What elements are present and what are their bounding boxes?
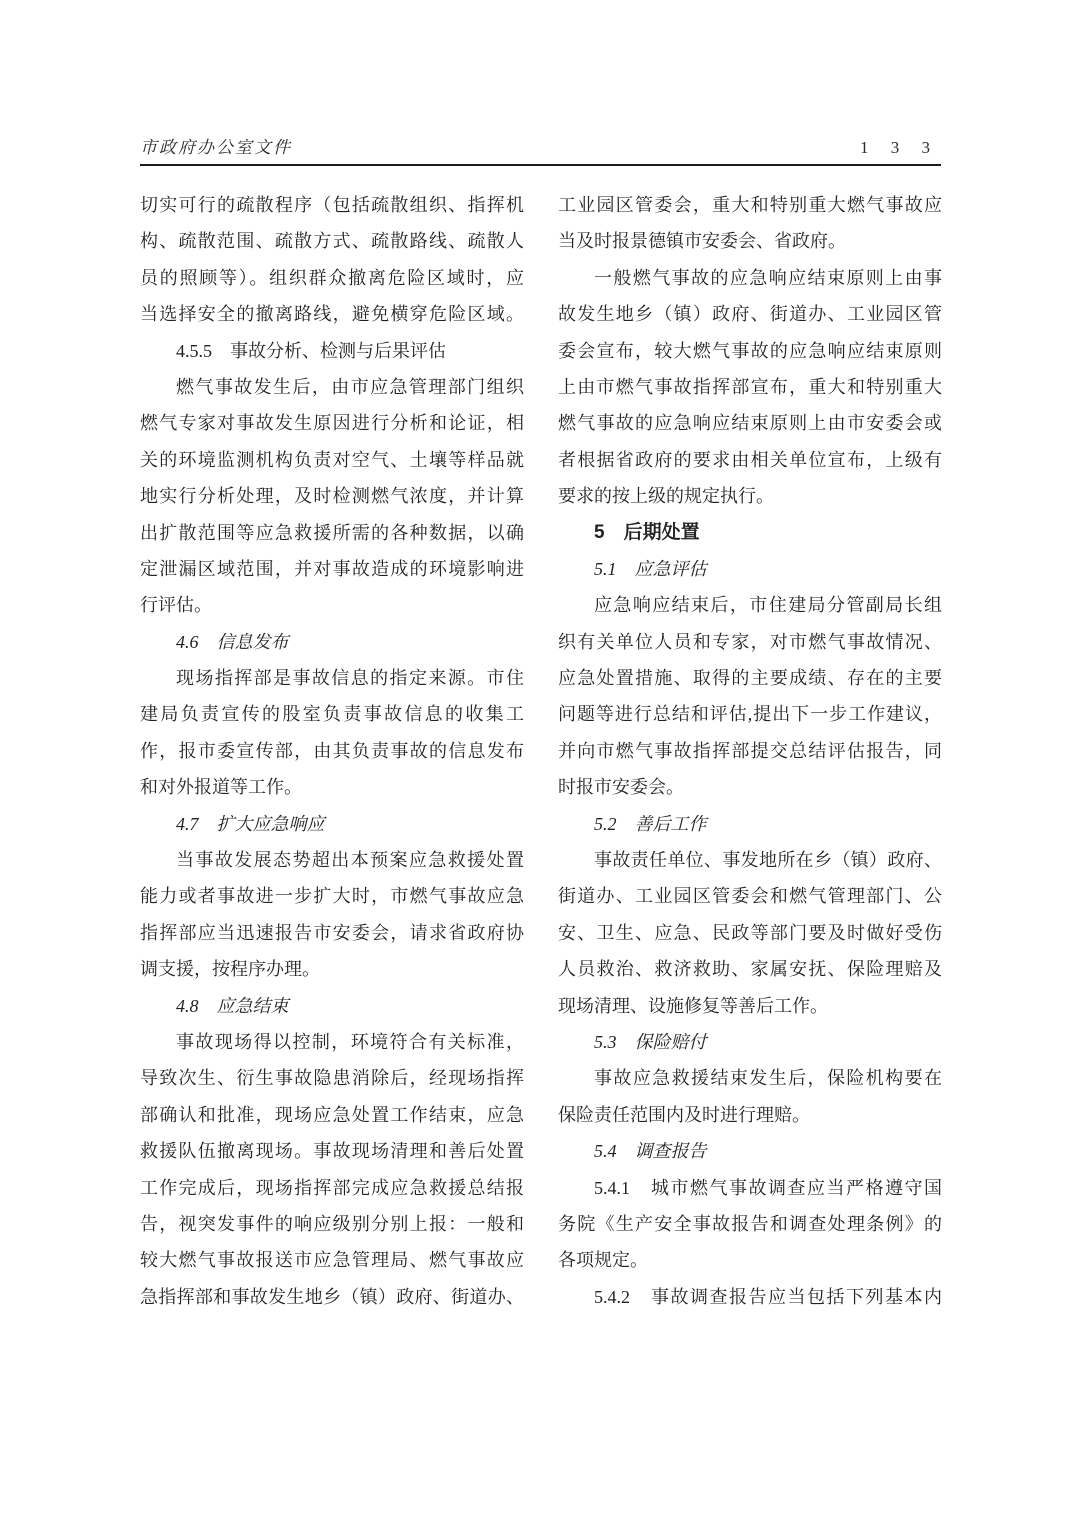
text-line: 者根据省政府的要求由相关单位宣布，上级有 bbox=[558, 449, 942, 470]
text-line: 工作完成后，现场指挥部完成应急救援总结报 bbox=[140, 1177, 524, 1198]
text-line: 工业园区管委会，重大和特别重大燃气事故应 bbox=[558, 195, 942, 215]
text-line: 现场清理、设施修复等善后工作。 bbox=[558, 995, 828, 1016]
text-line: 并向市燃气事故指挥部提交总结评估报告，同 bbox=[558, 740, 942, 761]
header-title: 市政府办公室文件 bbox=[140, 138, 292, 157]
text-line: 问题等进行总结和评估,提出下一步工作建议， bbox=[558, 704, 942, 725]
text-line: 事故责任单位、事发地所在乡（镇）政府、 bbox=[594, 850, 942, 871]
text-line: 各项规定。 bbox=[558, 1250, 648, 1271]
text-line: 故发生地乡（镇）政府、街道办、工业园区管 bbox=[558, 304, 942, 325]
text-line: 5.4.2 事故调查报告应当包括下列基本内 bbox=[594, 1286, 942, 1307]
text-line: 调支援，按程序办理。 bbox=[140, 959, 320, 980]
text-line: 员的照顾等）。组织群众撤离危险区域时，应 bbox=[140, 267, 524, 288]
section-heading: 5.2 善后工作 bbox=[594, 813, 707, 834]
text-line: 指挥部应当迅速报告市安委会，请求省政府协 bbox=[140, 922, 524, 943]
right-column bbox=[558, 187, 942, 1315]
section-heading: 5.1 应急评估 bbox=[594, 558, 707, 579]
text-line: 急指挥部和事故发生地乡（镇）政府、街道办、 bbox=[140, 1286, 524, 1307]
text-line: 部确认和批准，现场应急处置工作结束，应急 bbox=[140, 1104, 524, 1125]
text-line: 当选择安全的撤离路线，避免横穿危险区域。 bbox=[140, 304, 524, 325]
text-line: 5.4.1 城市燃气事故调查应当严格遵守国 bbox=[594, 1177, 942, 1198]
text-line: 燃气专家对事故发生原因进行分析和论证，相 bbox=[140, 413, 524, 434]
text-line: 上由市燃气事故指挥部宣布，重大和特别重大 bbox=[558, 376, 942, 397]
text-line: 事故应急救援结束发生后，保险机构要在 bbox=[594, 1068, 942, 1089]
text-line: 导致次生、衍生事故隐患消除后，经现场指挥 bbox=[140, 1068, 524, 1089]
text-line: 告，视突发事件的响应级别分别上报：一般和 bbox=[140, 1213, 524, 1234]
text-line: 能力或者事故进一步扩大时，市燃气事故应急 bbox=[140, 886, 524, 907]
text-line: 事故现场得以控制，环境符合有关标准， bbox=[176, 1031, 524, 1052]
text-line: 委会宣布，较大燃气事故的应急响应结束原则 bbox=[558, 340, 942, 361]
text-line: 较大燃气事故报送市应急管理局、燃气事故应 bbox=[140, 1250, 524, 1271]
document-body bbox=[140, 187, 942, 1315]
text-line: 当事故发展态势超出本预案应急救援处置 bbox=[176, 850, 524, 871]
section-heading: 4.6 信息发布 bbox=[176, 631, 289, 652]
text-line: 切实可行的疏散程序（包括疏散组织、指挥机 bbox=[140, 195, 524, 215]
text-line: 关的环境监测机构负责对空气、土壤等样品就 bbox=[140, 449, 524, 470]
text-line: 和对外报道等工作。 bbox=[140, 777, 302, 798]
text-line: 人员救治、救济救助、家属安抚、保险理赔及 bbox=[558, 959, 942, 980]
section-heading: 5.3 保险赔付 bbox=[594, 1031, 707, 1052]
section-heading: 4.7 扩大应急响应 bbox=[176, 813, 325, 834]
text-line: 应急响应结束后，市住建局分管副局长组 bbox=[594, 595, 942, 616]
text-line: 4.5.5 事故分析、检测与后果评估 bbox=[176, 340, 446, 361]
text-line: 保险责任范围内及时进行理赔。 bbox=[558, 1104, 810, 1125]
text-line: 建局负责宣传的股室负责事故信息的收集工 bbox=[140, 704, 524, 725]
section-heading: 4.8 应急结束 bbox=[176, 995, 289, 1016]
text-line: 当及时报景德镇市安委会、省政府。 bbox=[558, 231, 846, 252]
text-line: 作，报市委宣传部，由其负责事故的信息发布 bbox=[140, 740, 524, 761]
text-line: 织有关单位人员和专家，对市燃气事故情况、 bbox=[558, 631, 942, 652]
left-column bbox=[140, 187, 524, 1315]
text-line: 安、卫生、应急、民政等部门要及时做好受伤 bbox=[558, 922, 942, 943]
text-line: 街道办、工业园区管委会和燃气管理部门、公 bbox=[558, 886, 942, 907]
text-line: 出扩散范围等应急救援所需的各种数据，以确 bbox=[140, 522, 524, 543]
section-heading: 5.4 调查报告 bbox=[594, 1141, 707, 1162]
section-heading: 5 后期处置 bbox=[594, 521, 700, 543]
text-line: 应急处置措施、取得的主要成绩、存在的主要 bbox=[558, 668, 942, 689]
text-line: 构、疏散范围、疏散方式、疏散路线、疏散人 bbox=[140, 231, 524, 252]
text-line: 行评估。 bbox=[140, 595, 212, 616]
text-line: 现场指挥部是事故信息的指定来源。市住 bbox=[176, 668, 524, 689]
text-line: 时报市安委会。 bbox=[558, 777, 684, 798]
text-line: 一般燃气事故的应急响应结束原则上由事 bbox=[594, 267, 942, 288]
text-line: 燃气事故的应急响应结束原则上由市安委会或 bbox=[558, 413, 942, 434]
text-line: 救援队伍撤离现场。事故现场清理和善后处置 bbox=[140, 1141, 524, 1162]
text-line: 要求的按上级的规定执行。 bbox=[558, 486, 774, 507]
page-header bbox=[140, 128, 941, 166]
text-line: 定泄漏区域范围，并对事故造成的环境影响进 bbox=[140, 558, 524, 579]
page-number: 1 3 3 bbox=[860, 138, 939, 157]
text-line: 务院《生产安全事故报告和调查处理条例》的 bbox=[558, 1213, 942, 1234]
text-line: 地实行分析处理，及时检测燃气浓度，并计算 bbox=[140, 486, 524, 507]
text-line: 燃气事故发生后，由市应急管理部门组织 bbox=[176, 376, 524, 397]
